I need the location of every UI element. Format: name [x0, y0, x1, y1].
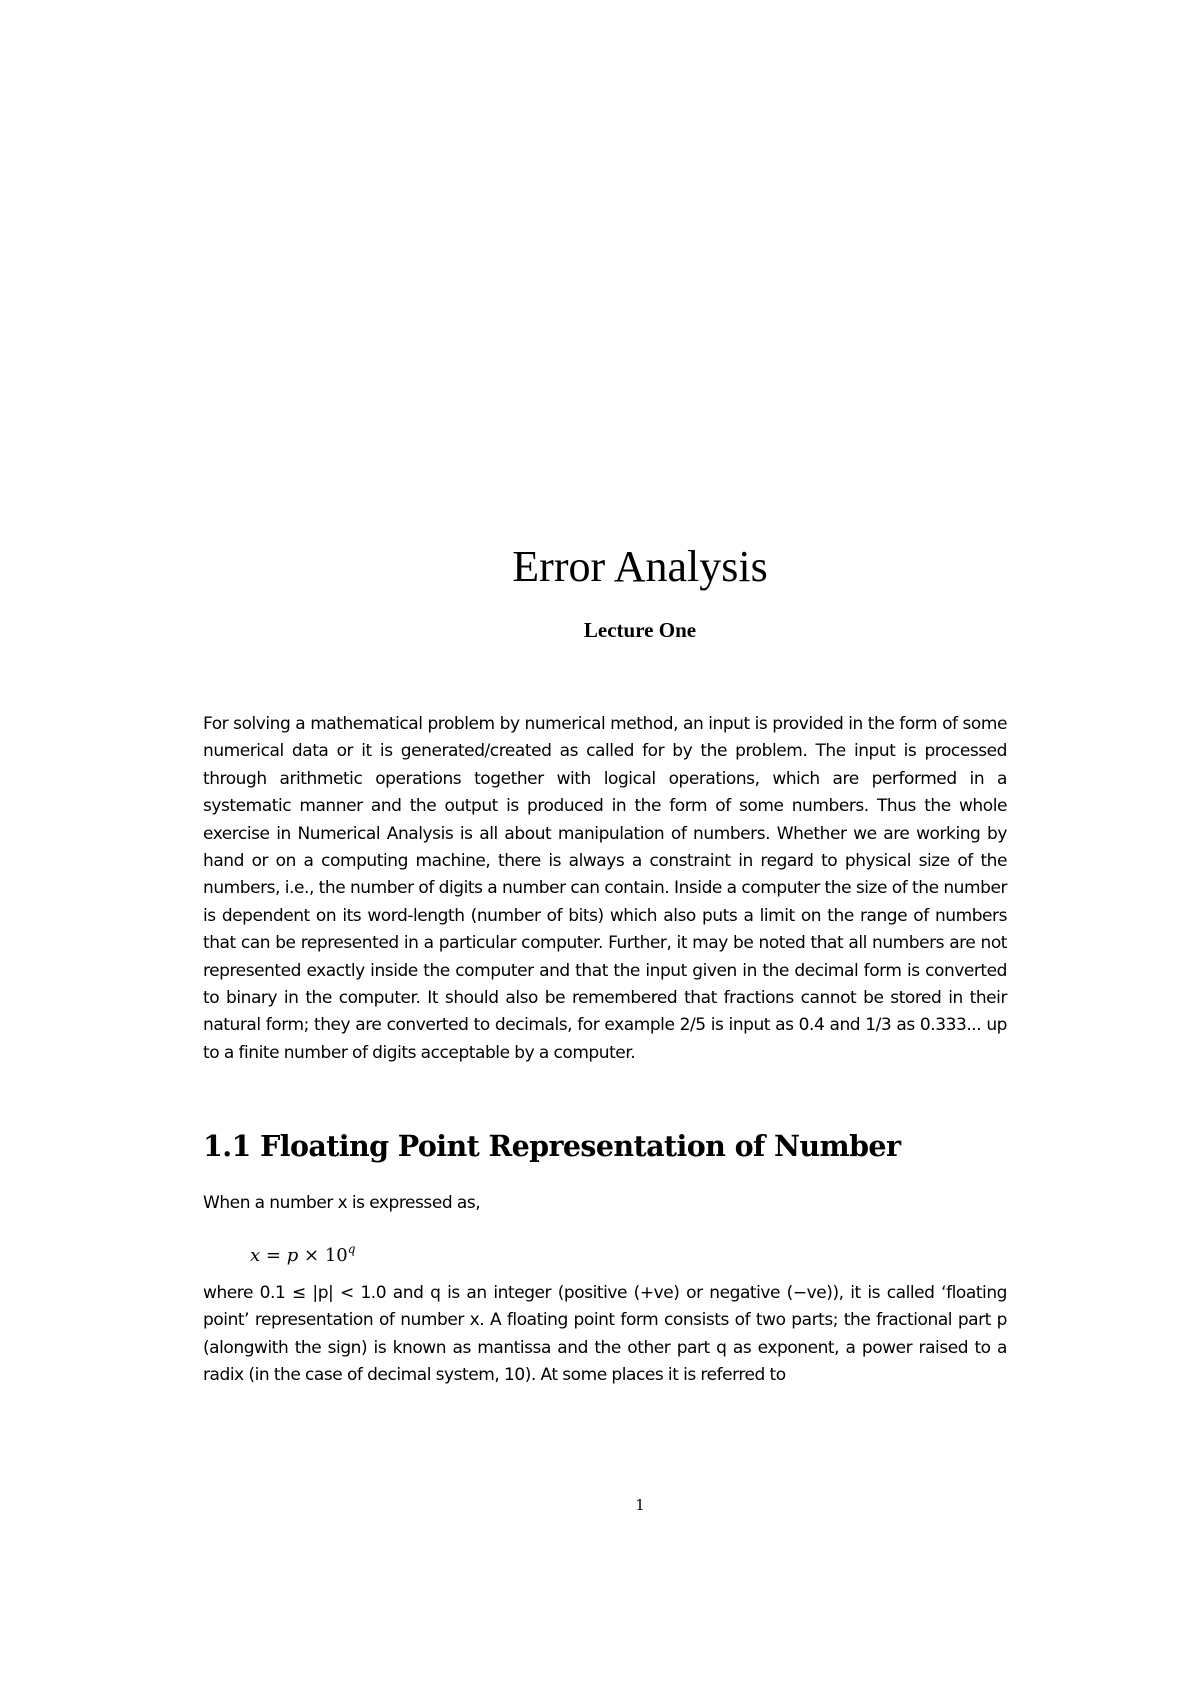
equation-equals: =	[265, 1245, 281, 1266]
document-title: Error Analysis	[512, 542, 768, 591]
lead-sentence: When a number x is expressed as,	[203, 1193, 481, 1213]
equation-base	[324, 1242, 356, 1266]
equation-mantissa: p	[286, 1245, 299, 1266]
follow-paragraph: where 0.1 ≤ |p| < 1.0 and q is an integer (positive (+ve) or negative (−ve)), it is called ‘floating point’ representation of number x. A floating point form consists of two parts; the fractional part p (alongwith the sign) is known as mantissa and the other part q as exponent, a power raised to a radix (in the case of decimal system, 10). At some places it is referred to	[203, 1283, 1007, 1386]
equation-exponent: q	[347, 1242, 356, 1256]
equation-lhs: x	[250, 1245, 261, 1266]
page-number: 1	[635, 1496, 645, 1514]
equation-times: ×	[303, 1245, 320, 1266]
equation-base-value: 10	[324, 1245, 348, 1266]
section-heading: 1.1 Floating Point Representation of Number	[203, 1129, 901, 1163]
lecture-subtitle: Lecture One	[583, 618, 697, 642]
intro-paragraph: For solving a mathematical problem by numerical method, an input is provided in the form of some numerical data or it is generated/created as called for by the problem. The input is processed through arithmetic operations together with logical operations, which are performed in a systematic manner and the output is produced in the form of some numbers. Thus the whole exercise in Numerical Analysis is all about manipulation of numbers. Whether we are working by hand or on a computing machine, there is always a constraint in regard to physical size of the numbers, i.e., the number of digits a number can contain. Inside a computer the size of the number is dependent on its word-length (number of bits) which also puts a limit on the range of numbers that can be represented in a particular computer. Further, it may be noted that all numbers are not represented exactly inside the computer and that the input given in the decimal form is converted to binary in the computer. It should also be remembered that fractions cannot be stored in their natural form; they are converted to decimals, for example 2/5 is input as 0.4 and 1/3 as 0.333... up to a finite number of digits acceptable by a computer.	[203, 714, 1007, 1063]
floating-point-equation	[250, 1236, 355, 1269]
